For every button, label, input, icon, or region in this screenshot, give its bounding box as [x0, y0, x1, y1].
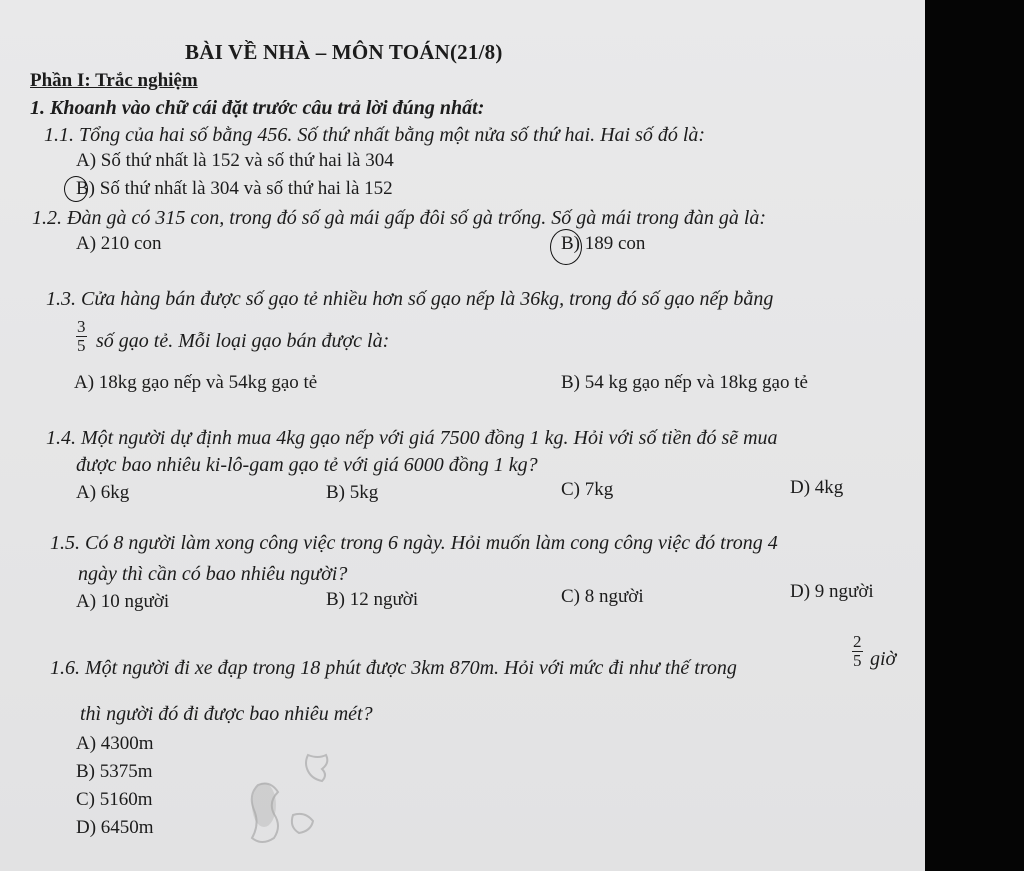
question-1-6-line1: 1.6. Một người đi xe đạp trong 18 phút được 3km 870m. Hỏi với mức đi như thế trong	[50, 657, 737, 679]
option-1-1-b: B) Số thứ nhất là 304 và số thứ hai là 152	[76, 178, 393, 199]
question-1-3-line2: số gạo tẻ. Mỗi loại gạo bán được là:	[96, 330, 390, 352]
option-1-3-a: A) 18kg gạo nếp và 54kg gạo tẻ	[74, 372, 318, 393]
fraction-numerator: 2	[853, 632, 862, 651]
option-1-4-a: A) 6kg	[76, 482, 130, 503]
question-1-1: 1.1. Tổng của hai số bằng 456. Số thứ nhất bằng một nửa số thứ hai. Hai số đó là:	[44, 124, 706, 146]
option-1-5-a: A) 10 người	[76, 591, 170, 612]
question-1-6-line2: thì người đó đi được bao nhiêu mét?	[80, 703, 373, 725]
fraction-denominator: 5	[853, 651, 862, 670]
option-1-2-b: B) 189 con	[561, 233, 646, 254]
option-1-6-c: C) 5160m	[76, 789, 153, 810]
option-1-4-d: D) 4kg	[790, 477, 844, 498]
question-1-3-line1: 1.3. Cửa hàng bán được số gạo tẻ nhiều hơn số gạo nếp là 36kg, trong đó số gạo nếp bằng	[46, 288, 774, 310]
option-1-4-b: B) 5kg	[326, 482, 379, 503]
option-1-6-a: A) 4300m	[76, 733, 154, 754]
option-1-6-d: D) 6450m	[76, 817, 154, 838]
question-1-2: 1.2. Đàn gà có 315 con, trong đó số gà mái gấp đôi số gà trống. Số gà mái trong đàn gà là:	[32, 207, 767, 229]
section-heading: Phần I: Trắc nghiệm	[30, 70, 198, 91]
option-1-5-c: C) 8 người	[561, 586, 644, 607]
question-1-5-line2: ngày thì cần có bao nhiêu người?	[78, 563, 348, 585]
answer-circle-mark	[64, 176, 88, 202]
option-1-6-b: B) 5375m	[76, 761, 153, 782]
option-1-3-b: B) 54 kg gạo nếp và 18kg gạo tẻ	[561, 372, 808, 393]
option-1-5-b: B) 12 người	[326, 589, 419, 610]
option-1-1-a: A) Số thứ nhất là 152 và số thứ hai là 304	[76, 150, 394, 171]
worksheet-title: BÀI VỀ NHÀ – MÔN TOÁN(21/8)	[185, 40, 503, 64]
question-1-5-line1: 1.5. Có 8 người làm xong công việc trong 6 ngày. Hỏi muốn làm cong công việc đó trong 4	[50, 532, 778, 554]
option-1-4-c: C) 7kg	[561, 479, 614, 500]
fraction-denominator: 5	[77, 336, 86, 355]
background-stain	[238, 745, 348, 855]
fraction-2-5	[852, 633, 863, 670]
question-1-4-line1: 1.4. Một người dự định mua 4kg gạo nếp với giá 7500 đồng 1 kg. Hỏi với số tiền đó sẽ mua	[46, 427, 778, 449]
option-1-5-d: D) 9 người	[790, 581, 874, 602]
question-1-4-line2: được bao nhiêu ki-lô-gam gạo tẻ với giá 6000 đồng 1 kg?	[76, 454, 538, 476]
fraction-numerator: 3	[77, 317, 86, 336]
option-1-2-a: A) 210 con	[76, 233, 162, 254]
answer-circle-mark	[550, 229, 582, 265]
fraction-3-5	[76, 318, 87, 355]
instruction-text: 1. Khoanh vào chữ cái đặt trước câu trả lời đúng nhất:	[30, 97, 485, 119]
question-1-6-unit: giờ	[870, 648, 897, 670]
